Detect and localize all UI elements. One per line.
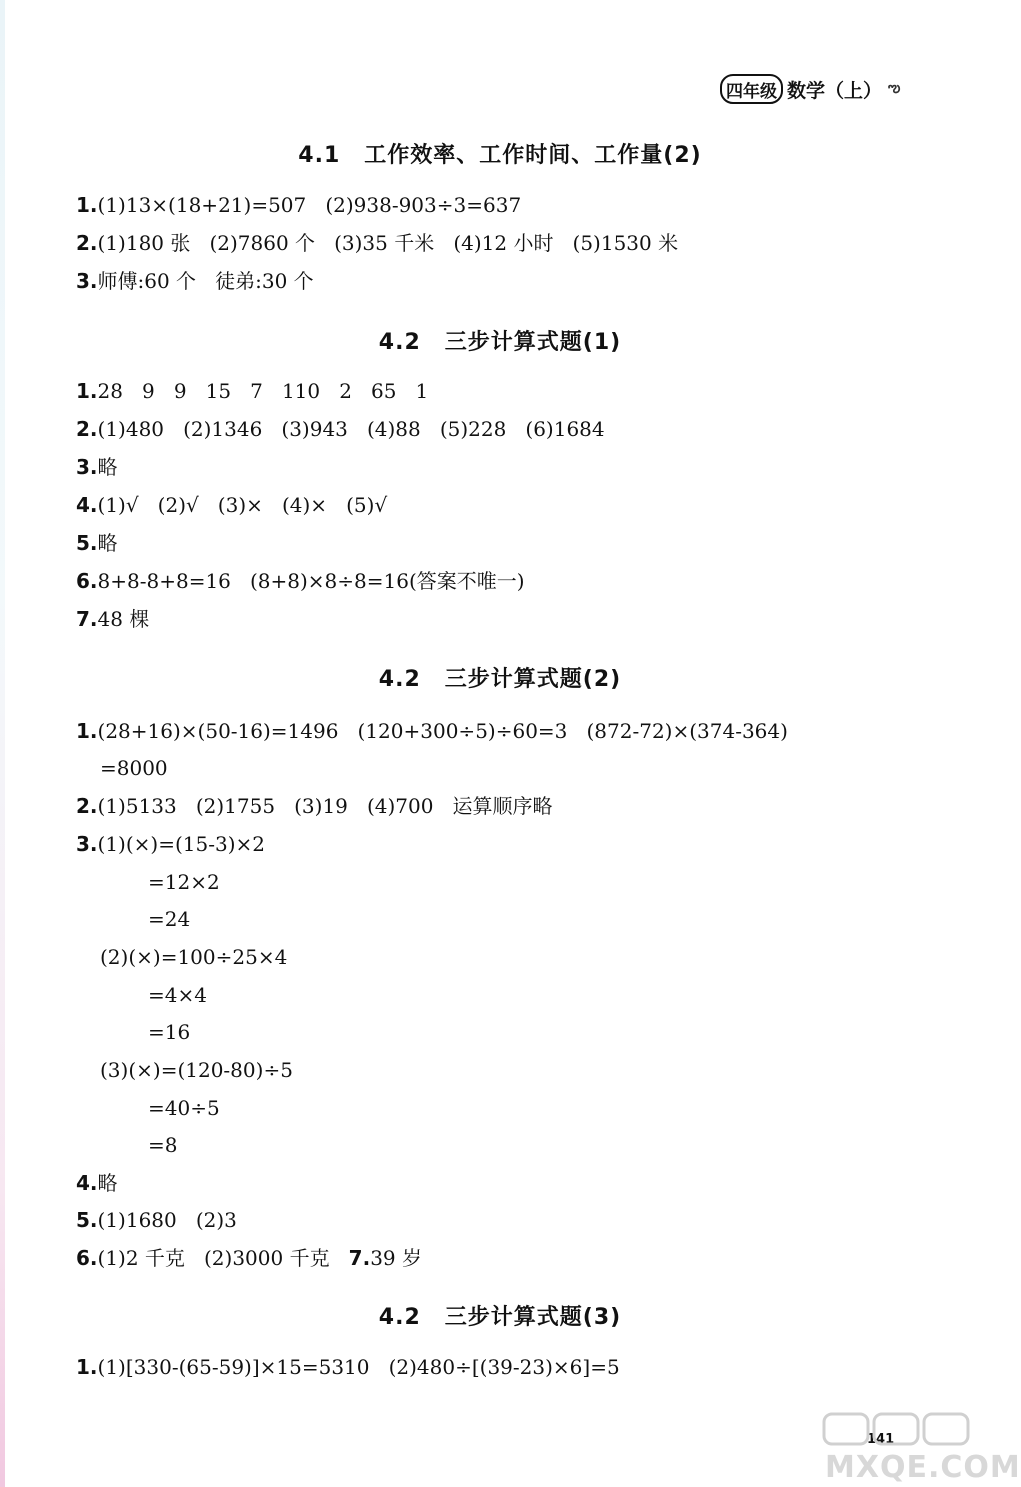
section-heading: [0, 325, 1000, 356]
item-number: 3.: [76, 455, 98, 479]
answer-line: [76, 453, 118, 481]
answer-line: [148, 868, 220, 896]
item-text: 略: [97, 1171, 118, 1195]
answer-line: [76, 377, 428, 405]
decoration-icon: ఌ: [888, 79, 899, 96]
item-text: 8+8-8+8=16 (8+8)×8÷8=16(答案不唯一): [97, 569, 525, 593]
answer-line: [100, 1056, 293, 1084]
item-number: 1.: [76, 379, 98, 403]
item-number: 3.: [76, 269, 98, 293]
item-text: (1)180 张 (2)7860 个 (3)35 千米 (4)12 小时 (5)1530 米: [97, 231, 679, 255]
item-text: (1)480 (2)1346 (3)943 (4)88 (5)228 (6)1684: [97, 417, 605, 441]
item-number: 1.: [76, 719, 98, 743]
item-text: (1)1680 (2)3: [97, 1208, 237, 1232]
page-header: [720, 74, 898, 104]
item-number: 6.: [76, 1246, 98, 1270]
item-text: =4×4: [148, 983, 207, 1007]
answer-line: [76, 491, 387, 519]
section-heading: [0, 662, 1000, 693]
subject-label: 数学（上）: [787, 79, 883, 102]
item-number: 4.: [76, 493, 98, 517]
answer-line: [76, 792, 553, 820]
item-number: 1.: [76, 1355, 98, 1379]
answer-line: [76, 605, 149, 633]
item-text: 39 岁: [370, 1246, 422, 1270]
item-number: 7.: [76, 607, 98, 631]
item-text: (1)2 千克 (2)3000 千克: [97, 1246, 349, 1270]
item-text: (1)5133 (2)1755 (3)19 (4)700 运算顺序略: [97, 794, 553, 818]
answer-line: [76, 717, 788, 745]
item-text: 师傅:60 个 徒弟:30 个: [97, 269, 314, 293]
item-text: (1)[330-(65-59)]×15=5310 (2)480÷[(39-23)×6]=5: [97, 1355, 620, 1379]
answer-line: [148, 1018, 190, 1046]
item-number: 2.: [76, 794, 98, 818]
item-text: =12×2: [148, 870, 220, 894]
item-text: 略: [97, 455, 118, 479]
answer-line: [76, 1206, 237, 1234]
item-text: (1)13×(18+21)=507 (2)938-903÷3=637: [97, 193, 522, 217]
section-heading: [0, 1300, 1000, 1331]
answer-line: [76, 567, 525, 595]
section-title: 三步计算式题(3): [444, 1305, 622, 1330]
item-text: =8: [148, 1133, 178, 1157]
item-text: (1)√ (2)√ (3)× (4)× (5)√: [97, 493, 388, 517]
answer-line: [148, 1131, 177, 1159]
section-title: 三步计算式题(2): [444, 667, 622, 692]
item-text: =8000: [100, 756, 168, 780]
section-number: 4.1: [298, 143, 341, 168]
item-text: (3)(×)=(120-80)÷5: [100, 1058, 293, 1082]
item-number: 5.: [76, 1208, 98, 1232]
item-number: 7.: [348, 1246, 371, 1270]
answer-line: [76, 1353, 620, 1381]
grade-badge: 四年级: [720, 74, 783, 104]
section-number: 4.2: [378, 330, 421, 355]
section-number: 4.2: [378, 667, 421, 692]
answer-line: [148, 1094, 220, 1122]
item-text: =24: [148, 907, 191, 931]
answer-line: [76, 267, 314, 295]
answer-line: [76, 529, 118, 557]
item-number: 2.: [76, 231, 98, 255]
answer-line: [148, 981, 207, 1009]
item-text: (28+16)×(50-16)=1496 (120+300÷5)÷60=3 (872-72)×(374-364): [97, 719, 788, 743]
item-text: 48 棵: [97, 607, 150, 631]
answer-line: [76, 1169, 118, 1197]
item-text: 28 9 9 15 7 110 2 65 1: [97, 379, 429, 403]
item-text: =16: [148, 1020, 191, 1044]
item-number: 6.: [76, 569, 98, 593]
item-number: 4.: [76, 1171, 98, 1195]
item-number: 1.: [76, 193, 98, 217]
section-number: 4.2: [378, 1305, 421, 1330]
answer-line: [76, 415, 605, 443]
item-text: =40÷5: [148, 1096, 220, 1120]
item-number: 3.: [76, 832, 98, 856]
section-title: 工作效率、工作时间、工作量(2): [364, 143, 702, 168]
watermark-text: MXQE.COM: [825, 1450, 1021, 1485]
item-text: (1)(×)=(15-3)×2: [97, 832, 265, 856]
item-number: 2.: [76, 417, 98, 441]
section-title: 三步计算式题(1): [444, 330, 622, 355]
answer-line: [76, 830, 265, 858]
answer-line: [76, 191, 521, 219]
answer-line: [76, 229, 678, 257]
item-text: 略: [97, 531, 118, 555]
watermark-logo-icon: [822, 1410, 972, 1454]
page-number: 141: [867, 1432, 895, 1447]
answer-line: [100, 754, 168, 782]
answer-line: [148, 905, 190, 933]
section-heading: [0, 138, 1000, 169]
page-edge-tint: [0, 0, 5, 1487]
item-text: (2)(×)=100÷25×4: [100, 945, 288, 969]
answer-line: [100, 943, 287, 971]
answer-line: [76, 1244, 422, 1272]
item-number: 5.: [76, 531, 98, 555]
